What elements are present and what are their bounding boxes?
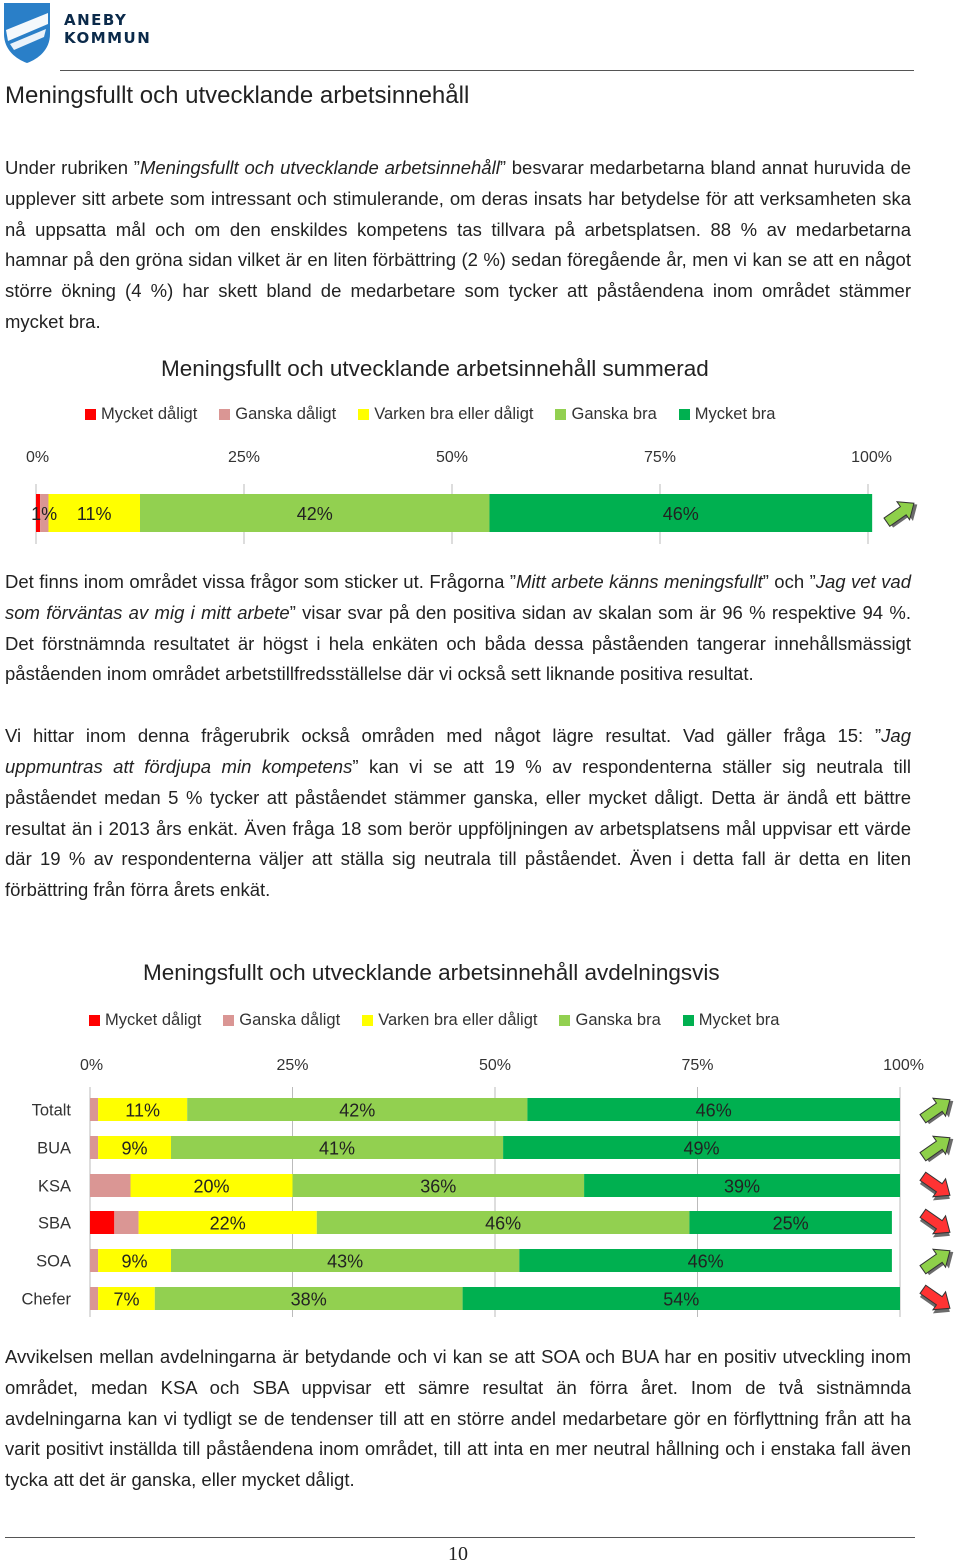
legend-swatch xyxy=(89,1015,100,1026)
paragraph-3 xyxy=(5,721,911,906)
axis-tick-label: 100% xyxy=(851,449,892,466)
data-label: 9% xyxy=(121,1251,148,1272)
category-label: BUA xyxy=(37,1139,71,1158)
text-run: ” besvarar medarbetarna bland annat huruvida de upplever sitt arbete som intressant och stimulerande, om deras insats har betydelse för att verksamheten ska nå uppsatta mål och om den enskildes kompetens tas tillvara på arbetsplatsen. 88 % av medarbetarna hamnar på den gröna sidan vilket är en liten förbättring (2 %) sedan föregående år, men vi kan se att en något större ökning (4 %) har skett bland de medarbetare som tycker att påståendena inom området stämmer mycket bra. xyxy=(5,157,911,332)
legend-label: Varken bra eller dåligt xyxy=(378,1011,538,1029)
data-label: 42% xyxy=(339,1100,376,1121)
legend-label: Ganska dåligt xyxy=(239,1011,341,1029)
data-label: 54% xyxy=(663,1289,700,1310)
text-run: Avvikelsen mellan avdelningarna är betydande och vi kan se att SOA och BUA har en positiv utveckling inom området, medan KSA och SBA uppvisar ett sämre resultat än förra året. Inom de två sistnämnda avdelningarna kan vi tydligt se de tendenser till att en större andel medarbetare gör en förflyttning från att ha varit positivt inställda till påståendena inom området, till att inta en mer neutral hållning och i enstaka fall även tycka att det är ganska, eller mycket dåligt. xyxy=(5,1346,911,1491)
category-label: KSA xyxy=(37,1177,71,1196)
paragraph-1 xyxy=(5,153,911,338)
text-run: ” visar svar på den positiva sidan av skalan som är 96 % respektive 94 %. Det förstnämnda resultatet är högst i hela enkäten och båda dessa påståenden tangerar innehållsmässigt påståenden inom området arbetstillfredsställelse där vi också sett liknande positiva resultat. xyxy=(5,601,911,685)
legend-item xyxy=(683,1011,780,1030)
data-label: 25% xyxy=(772,1213,809,1234)
legend-swatch xyxy=(219,409,230,420)
org-name-line1: ANEBY xyxy=(64,11,128,29)
axis-tick-label: 25% xyxy=(227,449,261,466)
paragraph-block-2 xyxy=(5,567,911,906)
axis-tick-label: 0% xyxy=(26,449,50,466)
legend-item xyxy=(559,1011,660,1030)
data-label: 42% xyxy=(296,504,333,524)
axis-tick-label: 75% xyxy=(643,449,677,466)
trend-down-arrow-icon xyxy=(917,1280,957,1321)
legend-swatch xyxy=(555,409,566,420)
legend-swatch xyxy=(679,409,690,420)
axis-tick-label: 50% xyxy=(478,1057,512,1074)
chart1-plot xyxy=(0,440,960,555)
text-run: ” och ” xyxy=(762,571,816,592)
data-label: 11% xyxy=(125,1100,161,1121)
italic-quote: Jag vet vad som förväntas av mig i mitt arbete xyxy=(5,571,911,623)
paragraph-intro xyxy=(5,153,911,338)
data-label: 46% xyxy=(695,1100,732,1121)
section-heading: Meningsfullt och utvecklande arbetsinnehåll xyxy=(5,82,470,109)
data-label: 7% xyxy=(113,1289,140,1310)
legend-swatch xyxy=(559,1015,570,1026)
legend-item xyxy=(555,405,656,424)
data-label: 36% xyxy=(420,1176,457,1197)
text-run: Under rubriken ” xyxy=(5,157,140,178)
chart2-legend xyxy=(89,1011,801,1030)
data-label: 49% xyxy=(683,1138,720,1159)
italic-quote: Mitt arbete känns meningsfullt xyxy=(516,571,763,592)
legend-label: Ganska bra xyxy=(575,1011,661,1029)
data-label: 1% xyxy=(31,504,58,524)
legend-swatch xyxy=(358,409,369,420)
axis-tick-label: 75% xyxy=(681,1057,714,1074)
legend-item xyxy=(223,1011,340,1030)
legend-item xyxy=(679,405,776,424)
paragraph-4 xyxy=(5,1342,911,1496)
axis-tick-label: 25% xyxy=(276,1057,309,1074)
chart1-legend xyxy=(85,405,797,424)
data-label: 46% xyxy=(687,1251,724,1272)
data-label: 9% xyxy=(121,1138,148,1159)
legend-item xyxy=(219,405,336,424)
legend-swatch xyxy=(683,1015,694,1026)
trend-up-arrow-icon xyxy=(917,1129,960,1167)
data-label: 22% xyxy=(209,1213,246,1234)
legend-label: Ganska bra xyxy=(571,405,657,423)
legend-item xyxy=(85,405,197,424)
axis-tick-label: 0% xyxy=(80,1057,104,1074)
bar-segment xyxy=(90,1174,131,1197)
bar-segment xyxy=(114,1211,138,1234)
bar-segment xyxy=(90,1249,98,1272)
axis-tick-label: 100% xyxy=(883,1057,924,1074)
legend-swatch xyxy=(85,409,96,420)
data-label: 41% xyxy=(319,1138,356,1159)
trend-up-arrow-icon xyxy=(917,1242,960,1280)
category-label: SOA xyxy=(36,1252,71,1271)
bar-segment xyxy=(90,1287,98,1310)
data-label: 43% xyxy=(327,1251,364,1272)
category-label: Chefer xyxy=(21,1290,71,1309)
legend-label: Mycket dåligt xyxy=(101,405,198,423)
legend-label: Mycket bra xyxy=(694,405,776,423)
footer-divider xyxy=(5,1537,915,1538)
chart1-title: Meningsfullt och utvecklande arbetsinnehåll summerad xyxy=(161,356,709,381)
legend-swatch xyxy=(362,1015,373,1026)
chart2-title: Meningsfullt och utvecklande arbetsinnehåll avdelningsvis xyxy=(143,960,720,985)
data-label: 11% xyxy=(76,504,112,524)
org-name xyxy=(64,11,151,47)
text-run: Det finns inom området vissa frågor som sticker ut. Frågorna ” xyxy=(5,571,516,592)
trend-up-arrow-icon xyxy=(881,494,924,532)
legend-item xyxy=(89,1011,201,1030)
legend-item xyxy=(362,1011,537,1030)
legend-label: Mycket dåligt xyxy=(105,1011,202,1029)
text-run: ” kan vi se att 19 % av respondenterna ställer sig neutrala till påståendet medan 5 % tycker att påståendet stämmer ganska, eller mycket dåligt. Detta är ändå ett bättre resultat än i 2013 års enkät. Även fråga 18 som berör uppföljningen av arbetsplatsens mål uppvisar ett värde där 19 % av respondenterna väljer att ställa sig neutrala till påståendet. Även i detta fall är detta en liten förbättring från förra årets enkät. xyxy=(5,755,912,901)
italic-quote: Meningsfullt och utvecklande arbetsinnehåll xyxy=(139,157,500,178)
paragraph-2 xyxy=(5,567,911,690)
chart2-plot xyxy=(0,1045,960,1325)
trend-down-arrow-icon xyxy=(917,1204,957,1245)
legend-label: Varken bra eller dåligt xyxy=(374,405,534,423)
bar-segment xyxy=(90,1136,98,1159)
data-label: 38% xyxy=(290,1289,327,1310)
data-label: 20% xyxy=(193,1176,230,1197)
legend-label: Mycket bra xyxy=(698,1011,780,1029)
legend-swatch xyxy=(223,1015,234,1026)
category-label: Totalt xyxy=(31,1101,71,1120)
municipality-logo xyxy=(0,0,60,64)
category-label: SBA xyxy=(37,1214,71,1233)
legend-label: Ganska dåligt xyxy=(235,405,337,423)
paragraph-block-4 xyxy=(5,1342,911,1496)
axis-tick-label: 50% xyxy=(435,449,469,466)
italic-quote: Jag uppmuntras att fördjupa min kompetens xyxy=(5,725,911,777)
header-divider xyxy=(60,70,914,71)
text-run: Vi hittar inom denna frågerubrik också områden med något lägre resultat. Vad gäller fråga 15: ” xyxy=(5,725,882,747)
page-number: 10 xyxy=(448,1543,468,1565)
bar-segment xyxy=(90,1098,98,1121)
data-label: 39% xyxy=(724,1176,761,1197)
bar-segment xyxy=(90,1211,114,1234)
legend-item xyxy=(358,405,533,424)
trend-up-arrow-icon xyxy=(917,1091,960,1129)
data-label: 46% xyxy=(485,1213,522,1234)
org-name-line2: KOMMUN xyxy=(64,29,152,47)
trend-down-arrow-icon xyxy=(917,1167,957,1208)
data-label: 46% xyxy=(662,504,699,524)
